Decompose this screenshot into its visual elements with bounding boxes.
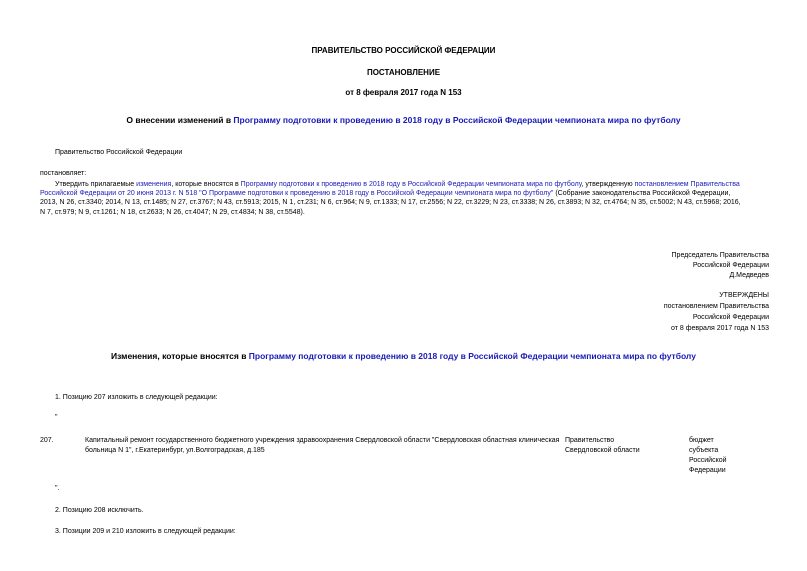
row-funding-line-1: бюджет <box>689 437 714 444</box>
approved-line-2: постановлением Правительства <box>663 303 769 310</box>
row-description-line-1: Капитальный ремонт государственного бюджетного учреждения здравоохранения Свердловской области "Свердловская областная клиническая <box>85 437 560 444</box>
signature-org: Российской Федерации <box>692 262 769 269</box>
changes-title <box>0 352 807 361</box>
para-text-4: (Собрание законодательства Российской Федерации, <box>553 190 731 197</box>
resolution-link-2[interactable]: Российской Федерации от 20 июня 2013 г. N 518 "О Программе подготовки к проведению в 2018 году в Российской Федерации чемпионата мира по футболу" <box>40 190 554 197</box>
changes-link[interactable]: изменения <box>136 181 172 188</box>
title-program-link[interactable]: Программу подготовки к проведению в 2018 году в Российской Федерации чемпионата мира по футболу <box>233 115 681 125</box>
approved-block <box>664 291 769 333</box>
government-name: ПРАВИТЕЛЬСТВО РОССИЙСКОЙ ФЕДЕРАЦИИ <box>311 46 496 55</box>
row-description-line-2: больница N 1", г.Екатеринбург, ул.Волгоградская, д.185 <box>85 447 265 454</box>
signature-block <box>672 251 769 280</box>
main-paragraph-line2 <box>40 189 785 198</box>
para-text-2: , которые вносятся в <box>171 181 241 188</box>
signature-name: Д.Медведев <box>729 272 769 279</box>
para-text-3: , утвержденную <box>581 181 635 188</box>
row-executor-line-1: Правительство <box>565 437 615 444</box>
row-description <box>85 436 565 455</box>
row-funding-line-2: субъекта <box>689 447 719 454</box>
changes-title-program-link[interactable]: Программу подготовки к проведению в 2018 году в Российской Федерации чемпионата мира по футболу <box>248 351 696 361</box>
quote-close: ". <box>55 485 60 492</box>
row-executor <box>565 436 640 455</box>
document-date-number: от 8 февраля 2017 года N 153 <box>345 88 462 97</box>
row-funding-line-3: Российской <box>689 457 727 464</box>
authority-text: Правительство Российской Федерации <box>55 149 183 156</box>
approved-line-3: Российской Федерации <box>692 314 769 321</box>
resolution-link-1[interactable]: постановлением Правительства <box>634 181 740 188</box>
document-type: ПОСТАНОВЛЕНИЕ <box>366 68 441 77</box>
approved-heading: УТВЕРЖДЕНЫ <box>719 292 769 299</box>
approved-line-4: от 8 февраля 2017 года N 153 <box>671 325 769 332</box>
changes-title-prefix: Изменения, которые вносятся в <box>111 351 249 361</box>
main-paragraph-line4: N 7, ст.979; N 9, ст.1261; N 18, ст.2633; N 26, ст.4047; N 29, ст.4834; N 38, ст.5548). <box>40 209 305 216</box>
quote-open: " <box>55 414 58 421</box>
para-text-1: Утвердить прилагаемые <box>55 181 137 188</box>
item-3: 3. Позиции 209 и 210 изложить в следующей редакции: <box>55 528 236 535</box>
title-prefix: О внесении изменений в <box>126 115 234 125</box>
row-funding-source <box>689 436 727 475</box>
table-row <box>40 436 780 476</box>
signature-position: Председатель Правительства <box>671 252 769 259</box>
main-paragraph-line3: 2013, N 26, ст.3340; 2014, N 13, ст.1485; N 27, ст.3767; N 43, ст.5913; 2015, N 1, ст.231; N 6, ст.964; N 9, ст.1333; N 17, ст.2556; N 22, ст.3229; N 23, ст.3338; N 26, ст.3893; N 32, ст.4764; N 35, ст.5002; N 43, ст.5968; 2016, <box>40 199 741 206</box>
document-title <box>0 116 807 125</box>
program-link[interactable]: Программу подготовки к проведению в 2018 году в Российской Федерации чемпионата мира по футболу <box>240 181 582 188</box>
item-2: 2. Позицию 208 исключить. <box>55 507 144 514</box>
row-funding-line-4: Федерации <box>689 467 726 474</box>
row-number: 207. <box>40 437 54 444</box>
main-paragraph <box>55 180 785 189</box>
item-1: 1. Позицию 207 изложить в следующей редакции: <box>55 394 218 401</box>
decides-text: постановляет: <box>40 170 87 177</box>
row-executor-line-2: Свердловской области <box>565 447 640 454</box>
